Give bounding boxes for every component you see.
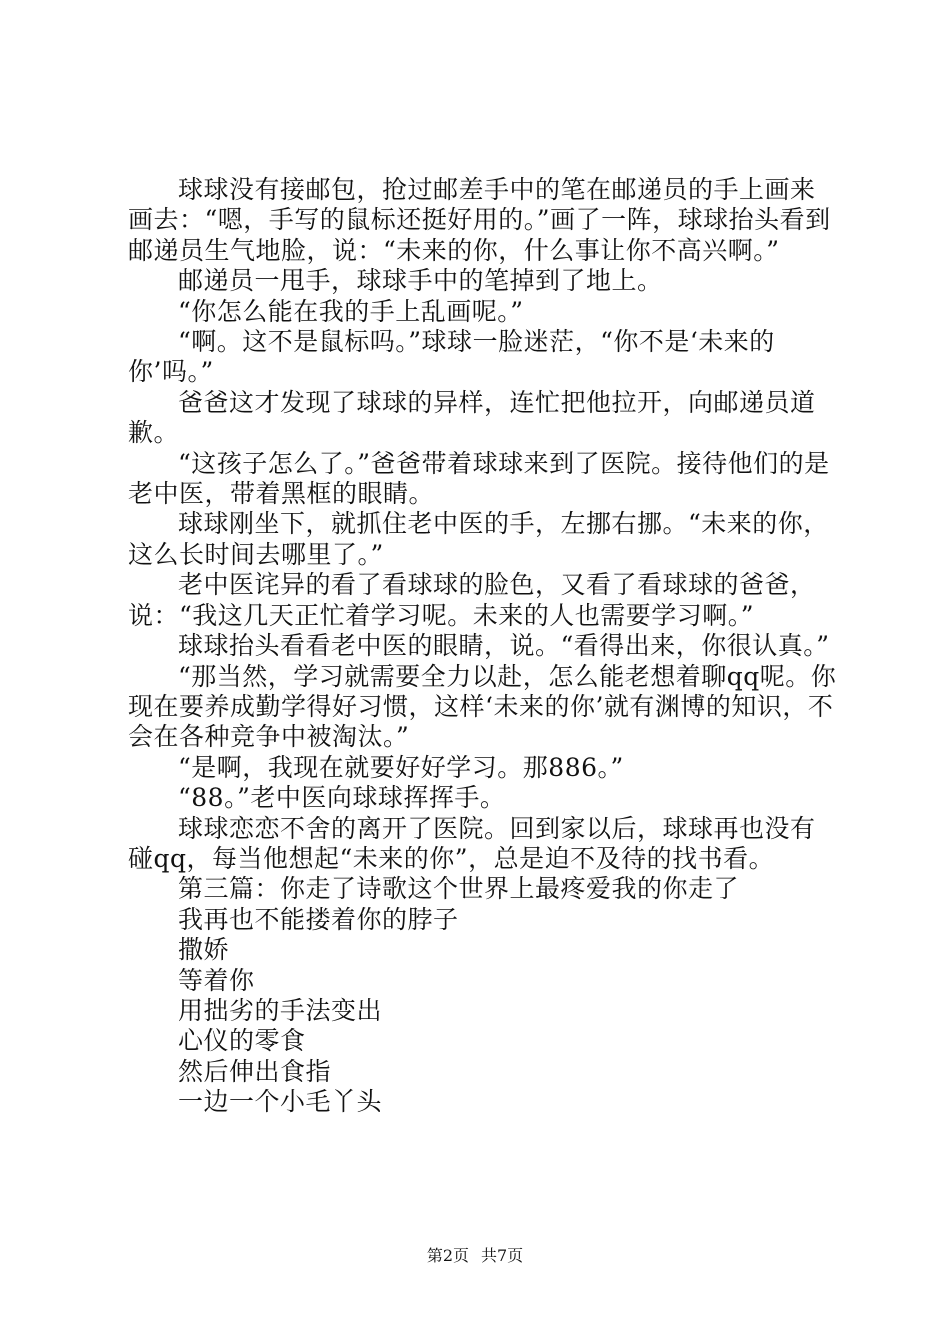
paragraph: “这孩子怎么了。”爸爸带着球球来到了医院。接待他们的是老中医，带着黑框的眼睛。 <box>128 448 830 509</box>
page-total: 共7页 <box>481 1246 524 1265</box>
paragraph: 邮递员一甩手，球球手中的笔掉到了地上。 <box>178 266 663 296</box>
document-body <box>128 175 838 1118</box>
paragraph: “啊。这不是鼠标吗。”球球一脸迷茫，“你不是‘未来的你’吗。” <box>128 327 775 387</box>
paragraph: 老中医诧异的看了看球球的脸色，又看了看球球的爸爸，说：“我这几天正忙着学习呢。未来的人也需要学习啊。” <box>128 570 816 630</box>
paragraph: 球球恋恋不舍的离开了医院。回到家以后，球球再也没有碰qq，每当他想起“未来的你”，总是迫不及待的找书看。 <box>128 813 816 873</box>
paragraph: 球球没有接邮包，抢过邮差手中的笔在邮递员的手上画来画去：“嗯，手写的鼠标还挺好用的。”画了一阵，球球抬头看到邮递员生气地脸，说：“未来的你，什么事让你不高兴啊。” <box>128 175 831 265</box>
page-number: 第2页 <box>426 1246 469 1265</box>
paragraph: 爸爸这才发现了球球的异样，连忙把他拉开，向邮递员道歉。 <box>128 387 816 448</box>
paragraph: “是啊，我现在就要好好学习。那886。” <box>178 752 624 782</box>
paragraph: “你怎么能在我的手上乱画呢。” <box>178 296 524 326</box>
verse-line: 撒娇 <box>178 935 230 965</box>
verse-line: 用拙劣的手法变出 <box>178 995 383 1025</box>
paragraph: 球球刚坐下，就抓住老中医的手，左挪右挪。“未来的你，这么长时间去哪里了。” <box>128 509 829 569</box>
verse-line: 然后伸出食指 <box>178 1056 332 1086</box>
paragraph: 球球抬头看看老中医的眼睛，说。“看得出来，你很认真。” <box>178 631 830 661</box>
verse-line: 一边一个小毛丫头 <box>178 1087 383 1117</box>
section-heading: 第三篇：你走了诗歌这个世界上最疼爱我的你走了 <box>178 874 740 904</box>
paragraph: “88。”老中医向球球挥挥手。 <box>178 783 506 813</box>
verse-line: 我再也不能搂着你的脖子 <box>178 904 459 934</box>
verse-line: 等着你 <box>178 965 255 995</box>
paragraph: “那当然，学习就需要全力以赴，怎么能老想着聊qq呢。你现在要养成勤学得好习惯，这样‘未来的你’就有渊博的知识，不会在各种竞争中被淘汰。” <box>128 661 837 752</box>
page-footer <box>0 1243 950 1266</box>
verse-line: 心仪的零食 <box>178 1026 306 1056</box>
